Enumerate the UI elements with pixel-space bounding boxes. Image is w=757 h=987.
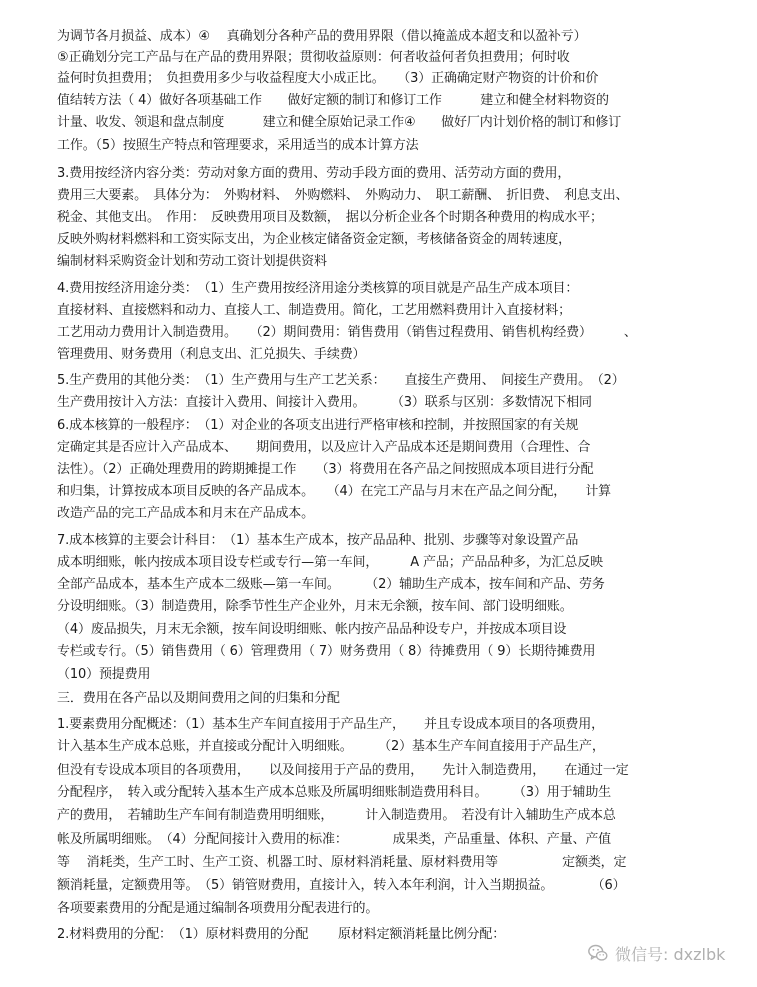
text-line: 计量、收发、领退和盘点制度 建立和健全原始记录工作④ 做好厂内计划价格的制订和修订 <box>57 115 622 130</box>
text-line: 专栏或专行。（5）销售费用（ 6）管理费用（ 7）财务费用（ 8）待摊费用（ 9）长期待摊费用 <box>57 644 596 659</box>
text-line: 3.费用按经济内容分类：劳动对象方面的费用、劳动手段方面的费用、活劳动方面的费用， <box>57 166 571 181</box>
text-line: 7.成本核算的主要会计科目： （1）基本生产成本，按产品品种、批别、步骤等对象设置产品 <box>57 533 579 548</box>
text-line: 但没有专设成本项目的各项费用， 以及间接用于产品的费用， 先计入制造费用， 在通过一定 <box>57 763 629 778</box>
text-line: （10）预提费用 <box>57 667 151 682</box>
text-line: 分配程序， 转入或分配转入基本生产成本总账及所属明细账制造费用科目。 （3）用于辅助生 <box>57 785 612 800</box>
text-line: 产的费用， 若辅助生产车间有制造费用明细账， 计入制造费用。 若没有计入辅助生产成本总 <box>57 808 616 823</box>
text-line: 4.费用按经济用途分类： （1）生产费用按经济用途分类核算的项目就是产品生产成本项目： <box>57 281 579 296</box>
text-line: 管理费用、财务费用（利息支出、汇兑损失、手续费） <box>57 347 366 362</box>
text-line: 和归集，计算按成本项目反映的各产品成本。 （4）在完工产品与月末在产品之间分配， 计算 <box>57 484 612 499</box>
text-line: 等 消耗类，生产工时、生产工资、机器工时、原材料消耗量、原材料费用等 定额类，定 <box>57 855 627 870</box>
text-line: 税金、其他支出。 作用： 反映费用项目及数额， 据以分析企业各个时期各种费用的构成水平； <box>57 210 603 225</box>
text-line: 定确定其是否应计入产品成本、 期间费用，以及应计入产品成本还是期间费用（合理性、合 <box>57 440 591 455</box>
wechat-icon <box>587 942 609 964</box>
text-line: ⑤正确划分完工产品与在产品的费用界限；贯彻收益原则：何者收益何者负担费用；何时收 <box>57 50 570 65</box>
text-line: 值结转方法（ 4）做好各项基础工作 做好定额的制订和修订工作 建立和健全材料物资的 <box>57 93 609 108</box>
text-line: 反映外购材料燃料和工资实际支出，为企业核定储备资金定额，考核储备资金的周转速度， <box>57 232 572 247</box>
text-line: 工作。（5）按照生产特点和管理要求，采用适当的成本计算方法 <box>57 138 419 153</box>
text-line: 全部产品成本，基本生产成本二级账—第一车间。 （2）辅助生产成本，按车间和产品、劳务 <box>57 577 605 592</box>
text-line: 为调节各月损益、成本）④ 真确划分各种产品的费用界限（借以掩盖成本超支和以盈补亏） <box>57 29 587 44</box>
text-line: 额消耗量，定额费用等。 （5）销管财费用，直接计入，转入本年利润，计入当期损益。 （6） <box>57 878 626 893</box>
text-line: 生产费用按计入方法：直接计入费用、间接计入费用。 （3）联系与区别：多数情况下相同 <box>57 395 592 410</box>
text-line: 2.材料费用的分配： （1）原材料费用的分配 原材料定额消耗量比例分配： <box>57 927 506 942</box>
text-line: 5.生产费用的其他分类： （1）生产费用与生产工艺关系： 直接生产费用、 间接生产费用。 （2） <box>57 373 625 388</box>
text-line: 工艺用动力费用计入制造费用。 （2）期间费用：销售费用（销售过程费用、销售机构经费） 、 <box>57 325 637 340</box>
text-line: 改造产品的完工产品成本和月末在产品成本。 <box>57 506 315 521</box>
text-line: 6.成本核算的一般程序： （1）对企业的各项支出进行严格审核和控制，并按照国家的有关规 <box>57 418 579 433</box>
text-line: 分设明细账。（3）制造费用，除季节性生产企业外，月末无余额，按车间、部门设明细账。 <box>57 599 573 614</box>
text-line: 直接材料、直接燃料和动力、直接人工、制造费用。简化，工艺用燃料费用计入直接材料； <box>57 303 572 318</box>
watermark <box>587 940 725 966</box>
text-line: 计入基本生产成本总账，并直接或分配计入明细账。 （2）基本生产车间直接用于产品生产， <box>57 739 605 754</box>
watermark-text: 微信号: dxzlbk <box>615 944 726 964</box>
text-line: 法性）。（2）正确处理费用的跨期摊提工作 （3）将费用在各产品之间按照成本项目进行分配 <box>57 462 594 477</box>
text-line: 成本明细账，帐内按成本项目设专栏或专行—第一车间， A 产品；产品品种多，为汇总反映 <box>57 555 603 570</box>
text-line: （4）废品损失，月末无余额，按车间设明细账、帐内按产品品种设专户，并按成本项目设 <box>57 622 567 637</box>
text-line: 帐及所属明细账。 （4）分配间接计入费用的标准： 成果类，产品重量、体积、产量、产值 <box>57 832 612 847</box>
text-line: 1.要素费用分配概述：（1）基本生产车间直接用于产品生产， 并且专设成本项目的各项费用， <box>57 717 604 732</box>
text-line: 费用三大要素。 具体分为： 外购材料、 外购燃料、 外购动力、 职工薪酬、 折旧费、 利息支出、 <box>57 188 629 203</box>
section-heading: 三．费用在各产品以及期间费用之间的归集和分配 <box>57 691 340 706</box>
text-line: 各项要素费用的分配是通过编制各项费用分配表进行的。 <box>57 901 379 916</box>
text-line: 益何时负担费用； 负担费用多少与收益程度大小成正比。 （3）正确确定财产物资的计价和价 <box>57 71 599 86</box>
text-line: 编制材料采购资金计划和劳动工资计划提供资料 <box>57 254 327 269</box>
